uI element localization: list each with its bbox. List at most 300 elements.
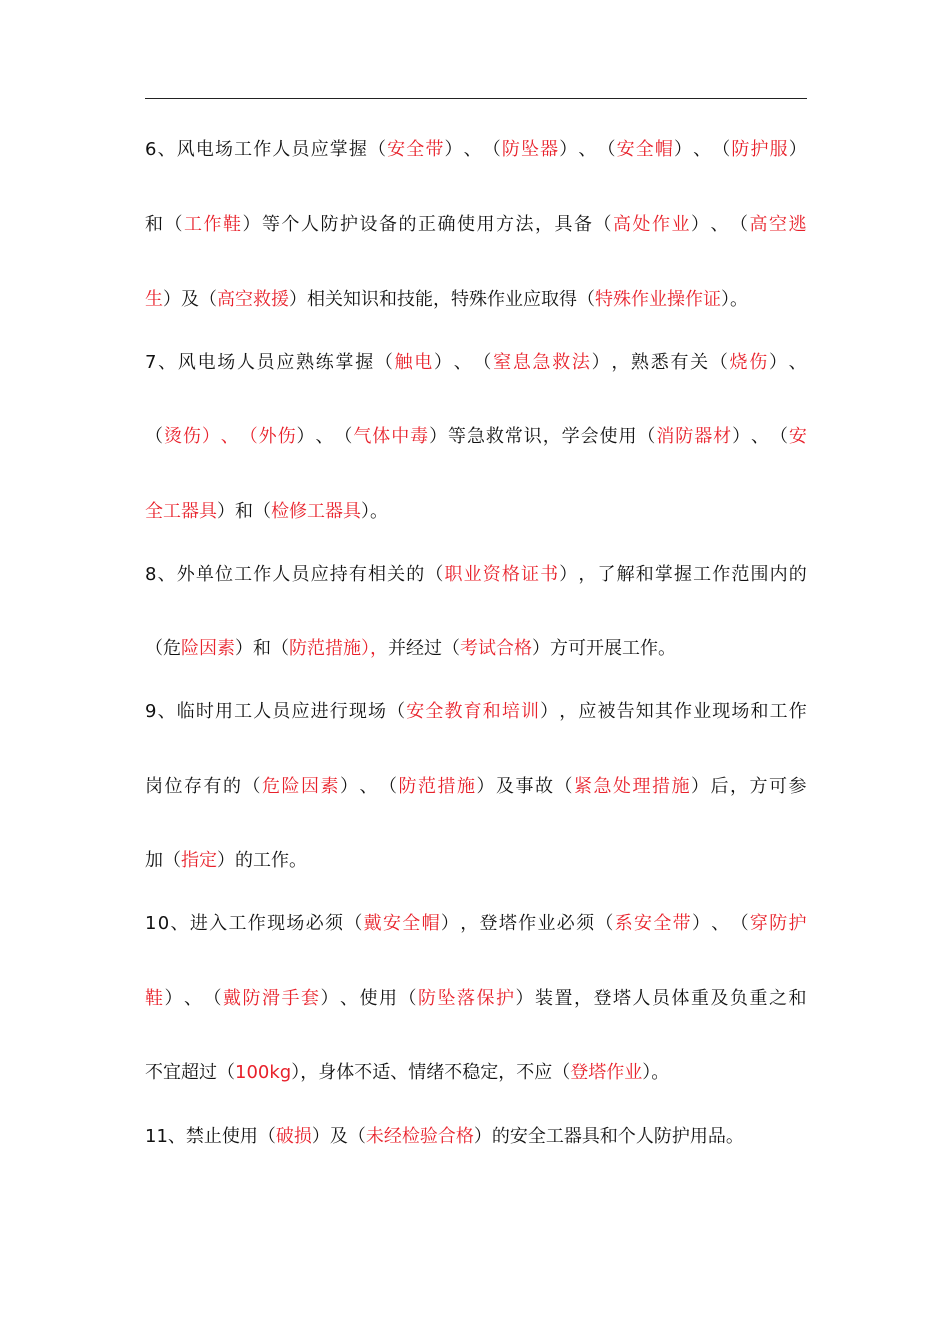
paragraph-line: [145, 848, 807, 874]
answer-text: 坠: [437, 988, 456, 1009]
question-text: ，: [574, 988, 592, 1009]
question-text: 位: [164, 776, 183, 797]
answer-text: 伤: [182, 426, 201, 447]
answer-text: 器: [694, 426, 713, 447]
answer-text: 指定: [181, 850, 217, 871]
question-text: 工: [234, 564, 253, 585]
question-text: ）方可开展工作。: [532, 638, 676, 659]
question-text: 熟: [296, 352, 315, 373]
question-text: 重: [691, 988, 709, 1009]
answer-text: 素: [320, 776, 339, 797]
question-text: （: [164, 214, 183, 235]
question-text: 电: [197, 352, 216, 373]
question-text: 使: [599, 426, 618, 447]
question-text: 位: [214, 564, 233, 585]
answer-text: 烧: [729, 352, 748, 373]
paragraph-line: [145, 562, 807, 588]
question-text: ）和（: [217, 501, 271, 522]
question-text: 工: [228, 913, 247, 934]
answer-text: 100kg: [235, 1062, 292, 1083]
question-text: ，: [535, 214, 553, 235]
question-text: ，: [578, 564, 597, 585]
question-text: 参: [788, 776, 807, 797]
question-text: ）。: [642, 1062, 670, 1083]
question-text: 常: [504, 426, 523, 447]
question-text: 工: [693, 564, 712, 585]
question-text: ）: [242, 214, 261, 235]
question-text: （: [203, 988, 222, 1009]
answer-text: 护: [788, 913, 807, 934]
question-text: 重: [749, 988, 768, 1009]
question-text: 解: [616, 564, 635, 585]
answer-text: 防: [418, 988, 436, 1009]
question-text: ）的安全工器具和个人防护用品。: [473, 1126, 744, 1147]
answer-text: 安: [616, 139, 635, 160]
question-text: 救: [485, 426, 504, 447]
question-text: 8: [145, 564, 157, 585]
question-text: ）: [732, 426, 751, 447]
question-text: （: [334, 426, 353, 447]
question-text: ，: [460, 913, 479, 934]
question-text: 、: [170, 913, 189, 934]
question-text: 事: [515, 776, 534, 797]
answer-text: 全: [635, 139, 654, 160]
answer-text: 保: [476, 988, 495, 1009]
question-text: 业: [693, 701, 712, 722]
question-text: 及: [496, 776, 514, 797]
answer-text: 逃: [788, 214, 807, 235]
question-text: 之: [769, 988, 787, 1009]
answer-text: 和: [482, 701, 501, 722]
answer-text: 育: [463, 701, 482, 722]
question-text: 故: [535, 776, 553, 797]
answer-text: 安: [406, 701, 425, 722]
question-text: 应: [310, 139, 329, 160]
question-text: 塔: [613, 988, 631, 1009]
question-text: 护: [340, 214, 358, 235]
question-text: 和: [635, 564, 654, 585]
question-text: 风: [176, 139, 195, 160]
question-text: 用: [476, 214, 495, 235]
question-text: 的: [788, 564, 807, 585]
question-text: 用: [379, 988, 397, 1009]
question-text: 掌: [654, 564, 673, 585]
answer-text: 毒: [410, 426, 429, 447]
answer-text: 安: [382, 913, 401, 934]
question-text: 等: [262, 214, 280, 235]
answer-text: 窒: [493, 352, 512, 373]
question-text: （: [730, 913, 749, 934]
question-text: （: [597, 139, 616, 160]
answer-text: 危: [262, 776, 280, 797]
answer-text: 帽: [654, 139, 673, 160]
question-text: 人: [272, 564, 291, 585]
answer-text: （: [239, 426, 258, 447]
question-text: 时: [195, 701, 214, 722]
answer-text: 高: [613, 214, 631, 235]
question-text: （: [425, 564, 444, 585]
answer-text: 服: [769, 139, 788, 160]
question-text: 可: [769, 776, 787, 797]
question-text: 进: [310, 701, 329, 722]
question-text: 、: [157, 564, 176, 585]
paragraph-line: [145, 499, 807, 525]
question-text: 工: [234, 139, 253, 160]
question-text: ）: [768, 352, 787, 373]
answer-text: 电: [414, 352, 433, 373]
question-text: 围: [750, 564, 769, 585]
question-text: 、: [184, 988, 202, 1009]
answer-text: 措: [652, 776, 670, 797]
question-text: 7: [145, 352, 157, 373]
question-text: 具: [554, 214, 573, 235]
question-text: 被: [597, 701, 616, 722]
question-text: ）: [540, 701, 559, 722]
question-text: ）: [691, 214, 709, 235]
question-text: 会: [580, 426, 599, 447]
question-text: 1: [145, 913, 157, 934]
question-text: 现: [348, 701, 367, 722]
answer-text: 带: [425, 139, 444, 160]
answer-text: 书: [540, 564, 559, 585]
answer-text: 措: [437, 776, 456, 797]
answer-text: 全: [402, 913, 421, 934]
question-text: 、: [315, 426, 334, 447]
question-text: ）: [515, 988, 534, 1009]
question-text: 、: [693, 139, 712, 160]
question-text: 、: [578, 139, 597, 160]
answer-text: 急: [593, 776, 612, 797]
paragraph-line: [145, 911, 807, 937]
question-text: ）及（: [163, 289, 217, 310]
question-text: 加（: [145, 850, 181, 871]
answer-text: 安: [387, 139, 406, 160]
answer-text: 处: [632, 214, 651, 235]
answer-text: 工: [184, 214, 202, 235]
question-text: 和: [788, 988, 807, 1009]
answer-text: 防: [398, 776, 417, 797]
question-text: 练: [315, 352, 334, 373]
question-text: 方: [496, 214, 514, 235]
question-text: 11、禁止使用（: [145, 1126, 276, 1147]
answer-text: 险: [281, 776, 300, 797]
answer-text: 帽: [421, 913, 440, 934]
answer-text: 教: [444, 701, 463, 722]
question-text: 现: [712, 701, 731, 722]
answer-text: 防: [242, 988, 261, 1009]
answer-text: 破损: [275, 1126, 312, 1147]
question-text: ）及（: [311, 1126, 366, 1147]
question-text: （: [344, 913, 363, 934]
answer-text: ）: [201, 426, 220, 447]
header-rule: [145, 98, 807, 99]
question-text: 掌: [329, 139, 348, 160]
question-text: 备: [379, 214, 397, 235]
question-text: 确: [437, 214, 456, 235]
question-text: 作: [712, 564, 731, 585]
answer-text: 作: [203, 214, 222, 235]
question-text: 掌: [335, 352, 354, 373]
answer-text: 气: [353, 426, 372, 447]
answer-text: 处: [613, 776, 631, 797]
question-text: 必: [305, 913, 324, 934]
question-text: ）: [296, 426, 315, 447]
question-text: （: [379, 776, 397, 797]
answer-text: 施: [457, 776, 475, 797]
answer-text: 检修工器具: [271, 501, 361, 522]
question-text: 用: [214, 701, 233, 722]
question-text: （: [398, 988, 417, 1009]
question-text: 应: [578, 701, 597, 722]
question-text: 、: [710, 214, 729, 235]
question-text: 其: [654, 701, 673, 722]
question-text: 6: [145, 139, 157, 160]
question-text: 应: [276, 352, 295, 373]
question-text: 岗: [145, 776, 163, 797]
question-text: 后: [710, 776, 729, 797]
question-text: ）。: [361, 501, 388, 522]
question-text: ）: [340, 776, 358, 797]
question-text: （: [637, 426, 656, 447]
question-text: 有: [348, 564, 367, 585]
answer-text: 法: [571, 352, 590, 373]
answer-text: 中: [391, 426, 410, 447]
question-text: ，: [730, 776, 748, 797]
question-text: ）: [559, 564, 578, 585]
question-text: 登: [593, 988, 612, 1009]
paragraph-line: [145, 986, 807, 1012]
answer-text: 落: [457, 988, 475, 1009]
question-text: 相: [367, 564, 386, 585]
question-text: 塔: [498, 913, 517, 934]
answer-text: 特殊作业操作证: [595, 289, 721, 310]
question-text: 作: [788, 701, 807, 722]
answer-text: 险因素: [181, 638, 235, 659]
question-text: 了: [597, 564, 616, 585]
question-text: 人: [236, 352, 255, 373]
answer-text: 高: [749, 214, 768, 235]
answer-text: 触: [394, 352, 413, 373]
answer-text: 穿: [749, 913, 768, 934]
answer-text: 登塔作业: [570, 1062, 643, 1083]
question-text: ）: [691, 913, 710, 934]
question-text: （: [593, 214, 612, 235]
question-text: 、: [788, 352, 807, 373]
answer-text: 考试合格: [460, 638, 532, 659]
question-text: ，: [542, 426, 561, 447]
answer-text: 带: [672, 913, 691, 934]
paragraph-line: [145, 287, 807, 313]
question-text: 的: [223, 776, 241, 797]
question-text: 有: [203, 776, 222, 797]
question-text: ）: [788, 139, 807, 160]
question-text: 使: [457, 214, 475, 235]
answer-text: 、: [220, 426, 239, 447]
question-text: 作: [518, 913, 537, 934]
question-text: 员: [272, 701, 291, 722]
question-text: 识: [523, 426, 542, 447]
answer-text: 伤: [277, 426, 296, 447]
answer-text: 救: [552, 352, 571, 373]
answer-text: 急: [532, 352, 551, 373]
question-text: 、: [359, 776, 378, 797]
answer-text: 鞋: [145, 988, 163, 1009]
answer-text: 息: [512, 352, 531, 373]
question-text: 作: [673, 701, 692, 722]
answer-text: 系: [614, 913, 633, 934]
paragraph-line: [145, 636, 807, 662]
answer-text: 业: [463, 564, 482, 585]
question-text: 、: [157, 139, 176, 160]
question-text: 场: [731, 701, 750, 722]
question-text: 握: [355, 352, 374, 373]
question-text: 须: [325, 913, 344, 934]
question-text: （: [242, 776, 261, 797]
answer-text: 防: [675, 426, 694, 447]
question-text: 人: [272, 139, 291, 160]
answer-text: 格: [501, 564, 520, 585]
question-text: 防: [320, 214, 339, 235]
question-text: 0: [157, 913, 170, 934]
question-text: 并经过（: [388, 638, 460, 659]
question-text: 急: [466, 426, 485, 447]
question-text: ）: [429, 426, 448, 447]
question-text: （: [145, 426, 163, 447]
question-text: 员: [291, 139, 310, 160]
question-text: 范: [731, 564, 750, 585]
answer-text: 训: [520, 701, 539, 722]
question-text: 等: [448, 426, 466, 447]
question-text: 作: [247, 913, 266, 934]
question-text: ）的工作。: [217, 850, 307, 871]
question-text: 知: [635, 701, 654, 722]
question-text: 负: [730, 988, 748, 1009]
question-text: 握: [673, 564, 692, 585]
question-text: 学: [561, 426, 580, 447]
question-text: 存: [184, 776, 202, 797]
question-text: 外: [176, 564, 195, 585]
question-text: （: [374, 352, 393, 373]
paragraph-line: [145, 212, 807, 238]
question-text: 有: [670, 352, 689, 373]
question-text: 行: [329, 701, 348, 722]
question-text: 、: [711, 913, 730, 934]
question-text: （: [473, 352, 492, 373]
answer-text: 戴: [363, 913, 382, 934]
question-text: 员: [256, 352, 275, 373]
question-text: 入: [209, 913, 228, 934]
answer-text: 培: [501, 701, 520, 722]
answer-text: 坠: [520, 139, 539, 160]
question-text: ）: [591, 352, 610, 373]
answer-text: 防: [501, 139, 520, 160]
question-text: 备: [574, 214, 592, 235]
question-text: 场: [367, 701, 386, 722]
question-text: （: [709, 352, 728, 373]
paragraph-line: [145, 774, 807, 800]
question-text: 、: [158, 352, 177, 373]
question-text: 、: [463, 139, 482, 160]
question-text: 场: [286, 913, 305, 934]
question-text: ，: [611, 352, 630, 373]
question-text: （: [595, 913, 614, 934]
question-text: 应: [310, 564, 329, 585]
question-text: 进: [189, 913, 208, 934]
question-text: （危: [145, 638, 181, 659]
answer-text: 全工器具: [145, 501, 217, 522]
question-text: ），身体不适、情绪不稳定，不应（: [291, 1062, 571, 1083]
answer-text: 生: [145, 289, 163, 310]
answer-text: 防: [769, 913, 788, 934]
answer-text: 全: [653, 913, 672, 934]
answer-text: 资: [482, 564, 501, 585]
answer-text: 烫: [163, 426, 182, 447]
question-text: ）: [673, 139, 692, 160]
question-text: 关: [690, 352, 709, 373]
answer-text: 安: [634, 913, 653, 934]
question-text: （: [482, 139, 501, 160]
question-text: 悉: [650, 352, 669, 373]
answer-text: 作: [652, 214, 670, 235]
answer-text: 范: [418, 776, 436, 797]
question-text: 用: [618, 426, 637, 447]
question-text: 及: [710, 988, 729, 1009]
answer-text: 手: [281, 988, 300, 1009]
question-text: ）相关知识和技能，特殊作业应取得（: [289, 289, 595, 310]
question-text: （: [730, 214, 748, 235]
question-text: 、: [751, 426, 769, 447]
paragraph-line: [145, 1060, 807, 1086]
question-text: 作: [253, 139, 272, 160]
question-text: ）: [691, 776, 709, 797]
question-text: 须: [576, 913, 595, 934]
question-text: ）: [444, 139, 463, 160]
question-text: 的: [398, 214, 417, 235]
question-text: 人: [301, 214, 319, 235]
question-text: 、: [453, 352, 472, 373]
question-text: 业: [537, 913, 556, 934]
answer-text: 高空救援: [217, 289, 289, 310]
question-text: 关: [387, 564, 406, 585]
answer-text: 护: [750, 139, 769, 160]
question-text: 应: [291, 701, 310, 722]
question-text: ）: [164, 988, 183, 1009]
answer-text: 业: [671, 214, 690, 235]
question-text: 和: [145, 214, 163, 235]
answer-text: 消: [656, 426, 675, 447]
paragraph-line: [145, 137, 807, 163]
question-text: 员: [652, 988, 670, 1009]
question-text: 装: [535, 988, 553, 1009]
question-text: 工: [234, 701, 253, 722]
question-text: 告: [616, 701, 635, 722]
question-text: 握: [348, 139, 367, 160]
answer-text: 紧: [574, 776, 592, 797]
answer-text: 全: [425, 701, 444, 722]
question-text: 不宜超过（: [145, 1062, 235, 1083]
question-text: 9: [145, 701, 157, 722]
answer-text: 体: [372, 426, 391, 447]
paragraph-line: [145, 350, 807, 376]
answer-text: 因: [301, 776, 319, 797]
answer-text: 材: [713, 426, 732, 447]
answer-text: 鞋: [223, 214, 241, 235]
paragraph-line: [145, 424, 807, 450]
question-text: 人: [253, 701, 272, 722]
question-text: 个: [281, 214, 300, 235]
question-text: ）: [434, 352, 452, 373]
answer-text: 职: [444, 564, 463, 585]
